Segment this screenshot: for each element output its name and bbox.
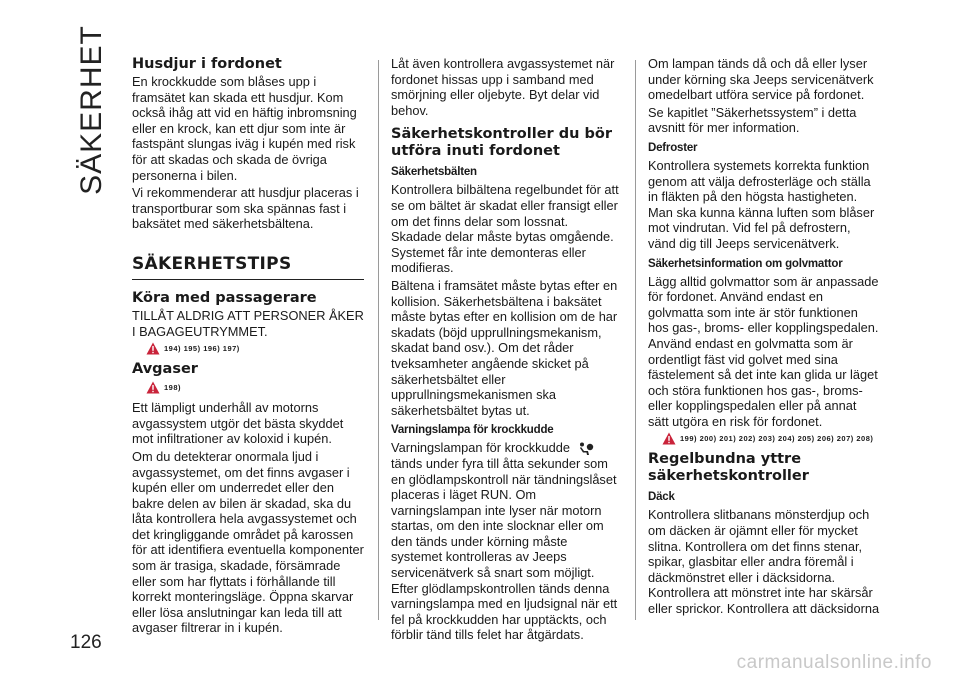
paragraph: Låt även kontrollera avgassystemet när fordonet hissas upp i samband med smörjning eller oljebyte. Byt delar vid behov. — [391, 56, 615, 118]
lamp-text-rest: tänds under fyra till åtta sekunder som en glödlampskontroll när tändningslåset placeras i läget RUN. Om varningslampan inte lyser när motorn startas, om den inte slocknar eller om den tänds under körning måste systemet kontrolleras av Jeeps servicenätverk så snart som möjligt. Efter glödlampskontrollen tänds denna varningslampa med en ljudsignal när ett fel på krockkudden har upptäckts, och förblir tänd tills felet har åtgärdats. — [391, 455, 618, 643]
page-number: 126 — [70, 632, 102, 653]
paragraph: Ett lämpligt underhåll av motorns avgassystem utgör det bästa skyddet mot infiltrationer av koloxid i kupén. — [132, 400, 344, 447]
paragraph: Lägg alltid golvmattor som är anpassade för fordonet. Använd endast en golvmatta som inte är stör funktionen hos gas-, broms- eller kopplingspedalen. Använd endast en golvmatta som är ordentligt fäst vid golvet med sina fästelement så det inte kan glida ur läget och störa funktionen hos gas-, broms- eller kopplingspedalen eller på annat sätt utgöra en risk för fordonet. — [648, 273, 879, 429]
heading-floor-mats: Säkerhetsinformation om golvmattor — [648, 257, 843, 270]
warning-triangle-icon — [662, 432, 676, 445]
warning-triangle-icon — [146, 342, 160, 355]
column-divider — [635, 60, 636, 620]
paragraph: Om du detekterar onormala ljud i avgassystemet, om det finns avgaser i kupén eller om underredet eller den bakre delen av bilen är skadad, ska du låta kontrollera hela avgassystemet och det kringliggande området på karossen för att identifiera eventuella komponenter som är trasiga, skadade, försämrade eller som har flyttats i förhållande till korrekt monteringsläge. Öppna skarvar eller lösa anslutningar kan leda till att avgaser filtrerar in i kupén. — [132, 448, 364, 636]
heading-airbag-lamp: Varningslampa för krockkudde — [391, 424, 554, 437]
paragraph — [391, 440, 621, 643]
paragraph: Vi rekommenderar att husdjur placeras i transportburar som ska spännas fast i baksätet med säkerhetsbältena. — [132, 185, 359, 232]
column-1 — [132, 56, 364, 638]
warning-refs — [662, 432, 880, 445]
heading-tyres: Däck — [648, 491, 675, 504]
lamp-text-start: Varningslampan för krockkudde — [391, 440, 571, 456]
heading-seatbelts: Säkerhetsbälten — [391, 166, 477, 179]
paragraph: Kontrollera bilbältena regelbundet för att se om bältet är skadat eller fransigt eller om det finns delar som lossnat. Skadade delar måste bytas omgående. Systemet får inte demonteras eller modifieras. — [391, 182, 619, 276]
paragraph: Kontrollera systemets korrekta funktion genom att välja defrosterläge och ställa in fläkten på den högsta hastigheten. Man ska kunna känna luften som blåser mot vindrutan. Vid fel på defrostern, vänd dig till Jeeps servicenätverk. — [648, 157, 875, 251]
section-title: SÄKERHETSTIPS — [132, 254, 364, 280]
heading-interior-checks: Säkerhetskontroller du bör utföra inuti fordonet — [391, 126, 612, 160]
paragraph: Om lampan tänds då och då eller lyser under körning ska Jeeps servicenätverk omedelbart utföra service på fordonet. — [648, 56, 874, 103]
paragraph: Se kapitlet ”Säkerhetssystem” i detta avsnitt för mer information. — [648, 104, 857, 136]
paragraph: En krockkudde som blåses upp i framsätet kan skada ett husdjur. Kom också ihåg att vid en häftig inbromsning eller en krock, kan ett djur som inte är fastspänt slungas iväg i kupén med risk för att skadas och skada de övriga personerna i bilen. — [132, 74, 357, 183]
reference-numbers: 198) — [164, 383, 182, 393]
heading-pets: Husdjur i fordonet — [132, 56, 282, 72]
column-divider — [378, 60, 379, 620]
warning-refs — [146, 342, 364, 355]
reference-numbers: 199) 200) 201) 202) 203) 204) 205) 206) 207) 208) — [680, 434, 874, 444]
chapter-title: SÄKERHET — [75, 25, 108, 195]
paragraph: Kontrollera slitbanans mönsterdjup och om däcken är ojämnt eller för mycket slitna. Kontrollera om det finns stenar, spikar, glasbitar eller andra föremål i däckmönstret eller i däcksidorna. Kontrollera att mönstret inte har skärsår eller sprickor. Kontrollera att däcksidorna — [648, 507, 880, 617]
warning-refs — [146, 381, 364, 394]
paragraph: Bältena i framsätet måste bytas efter en kollision. Säkerhetsbältena i baksätet måste bytas efter en kollision om de har skadats (böjd upprullningsmekanism, skadat band osv.). Om det råder tveksamheter angående skicket på säkerhetsbältet eller upprullningsmekanismen ska säkerhetsbältet bytas ut. — [391, 277, 618, 418]
heading-defroster: Defroster — [648, 141, 698, 154]
watermark: carmanualsonline.info — [736, 652, 932, 673]
heading-passengers: Köra med passagerare — [132, 289, 317, 306]
heading-exhaust: Avgaser — [132, 361, 198, 378]
paragraph: TILLÅT ALDRIG ATT PERSONER ÅKER I BAGAGEUTRYMMET. — [132, 307, 364, 339]
heading-external-checks: Regelbundna yttre säkerhetskontroller — [648, 451, 809, 485]
warning-triangle-icon — [146, 381, 160, 394]
column-3 — [648, 56, 880, 619]
column-2 — [391, 56, 621, 645]
airbag-warning-lamp-icon — [578, 442, 594, 456]
reference-numbers: 194) 195) 196) 197) — [164, 344, 240, 354]
